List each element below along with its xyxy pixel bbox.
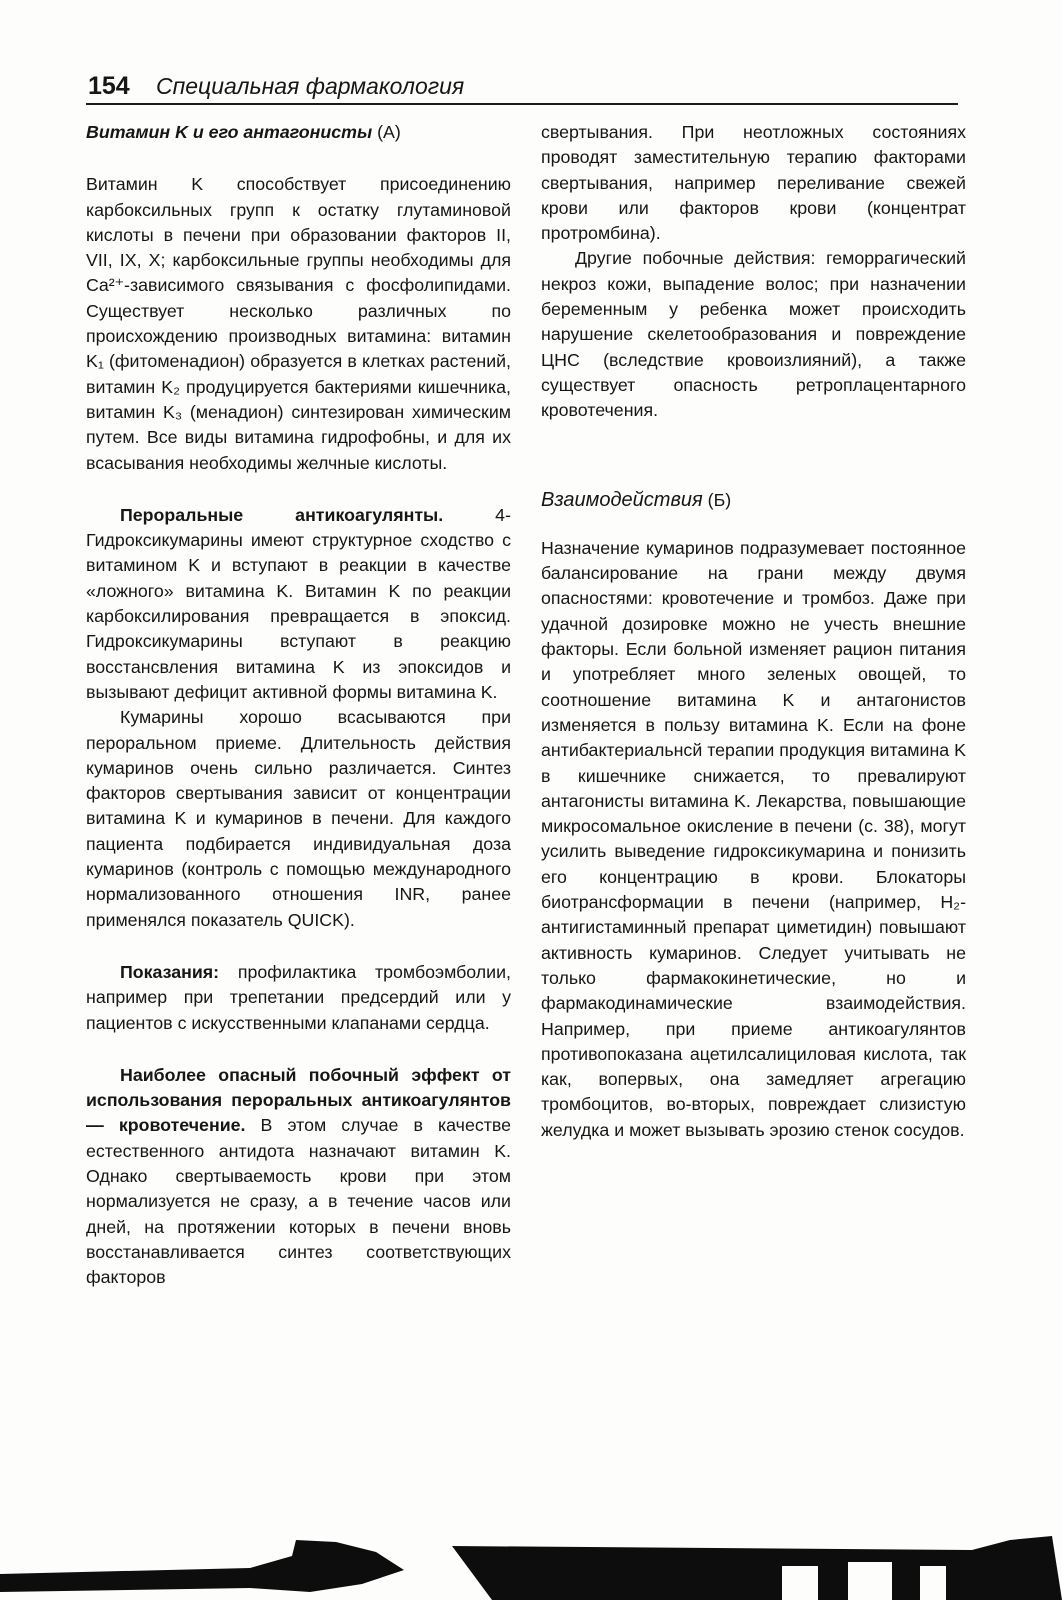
side-effects-paragraph: Другие побочные действия: геморрагический некроз кожи, выпадение волос; при назначении беременным у ребенка может происходить нарушение скелетообразования и повреждение ЦНС (вследствие кровоизлияний), а также существует опасность ретроплацентарного кровотечения. [541,248,966,421]
right-column [541,120,966,1143]
scan-arrow-artifact [0,1512,420,1600]
vitamin-k-heading-suffix: (A) [372,122,401,142]
vitamin-k-heading-text: Витамин K и его антагонисты [86,122,373,142]
oral-anticoagulants-paragraph [86,503,511,705]
interactions-heading [541,488,966,513]
continuation-paragraph: свертывания. При неотложных состояниях проводят заместительную терапию факторами свертывания, например переливание свежей крови или факторов крови (концентрат протромбина). [541,122,966,244]
interactions-paragraph: Назначение кумаринов подразумевает постоянное балансирование на грани между двумя опасностями: кровотечение и тромбоз. Даже при удачной дозировке можно не учесть внешние факторы. Если больной изменяет рацион питания и употребляет много зеленых овощей, то соотношение витамина K и антагонистов изменяется в пользу витамина K. Если на фоне антибактериальнсй терапии продукция витамина K в кишечнике снижается, то превалируют антагонисты витамина K. Лекарства, повышающие микросомальное окисление в печени (с. 38), могут усилить выведение гидроксикумарина и понизить его концентрацию в крови. Блокаторы биотрансформации в печени (например, H₂-антигистаминный препарат циметидин) повышают активность кумаринов. Следует учитывать не только фармакокинетические, но и фармакодинамические взаимодействия. Например, при приеме антикоагулянтов противопоказана ацетилсалициловая кислота, так как, вопервых, она замедляет агрегацию тромбоцитов, во-вторых, повреждает слизистую желудка и может вызывать эрозию стенок сосудов. [541,537,966,1140]
scan-edge-artifact [452,1536,1062,1600]
vitamin-k-heading [86,120,511,145]
running-title: Специальная фармакология [156,73,465,99]
page-header [88,66,958,106]
indications-paragraph [86,960,511,1036]
vitamin-k-paragraph: Витамин K способствует присоединению карбоксильных групп к остатку глутаминовой кислоты в печени при образовании факторов II, VII, IX, X; карбоксильные группы необходимы для Ca²⁺-зависимого связывания с фосфолипидами. Существует несколько различных по происхождению производных витамина: витамин K₁ (фитоменадион) образуется в клетках растений, витамин K₂ продуцируется бактериями кишечника, витамин K₃ (менадион) синтезирован химическим путем. Все виды витамина гидрофобны, и для их всасывания необходимы желчные кислоты. [86,174,511,473]
left-column [86,120,511,1290]
oral-anticoagulants-text: 4-Гидроксикумарины имеют структурное сходство с витамином K и вступают в реакции в качестве «ложного» витамина K. Витамин K по реакции карбоксилирования превращается в эпоксид. Гидроксикумарины вступают в реакцию восстансвления витамина K из эпоксидов и вызывают дефицит активной формы витамина K. [86,504,511,702]
page-number: 154 [88,72,130,100]
indications-heading: Показания: [120,961,220,982]
bleeding-text: В этом случае в качестве естественного антидота назначают витамин K. Однако свертываемость крови при этом нормализуется не сразу, а в течение часов или дней, на протяжении которых в печени вновь восстанавливается синтез соответствующих факторов [86,1115,512,1288]
indications-text: профилактика тромбоэмболии, например при трепетании предсердий или у пациентов с искусственными клапанами сердца. [86,961,511,1033]
header-rule [86,103,958,105]
oral-anticoagulants-heading: Пероральные антикоагулянты. [120,504,444,525]
bleeding-paragraph [86,1063,511,1291]
interactions-heading-text: Взаимодействия [541,488,703,511]
interactions-heading-suffix: (Б) [702,489,732,510]
coumarins-paragraph: Кумарины хорошо всасываются при пероральном приеме. Длительность действия кумаринов очень сильно различается. Синтез факторов свертывания зависит от концентрации витамина K и кумаринов в печени. Для каждого пациента подбирается индивидуальная доза кумаринов (контроль с помощью международного нормализованного отношения INR, ранее применялся показатель QUICK). [86,707,511,930]
bleeding-heading: Наиболее опасный побочный эффект от использования пероральных антикоагулянтов — кровотечение. [86,1064,511,1136]
